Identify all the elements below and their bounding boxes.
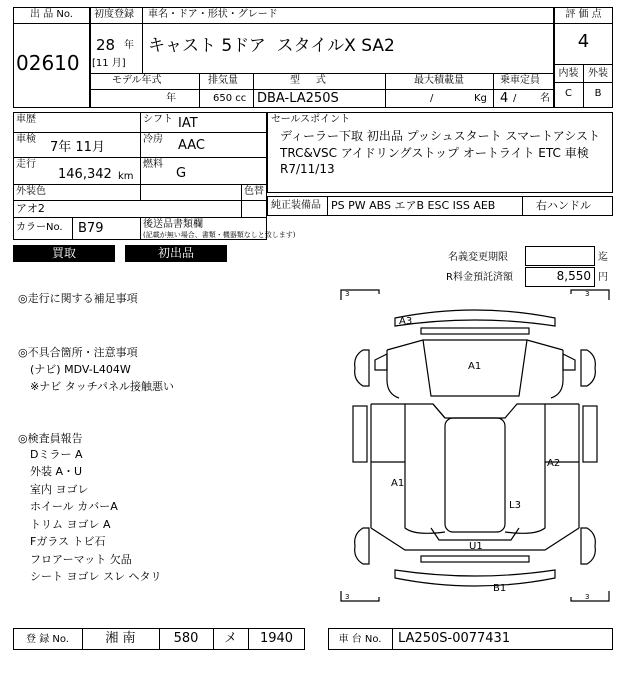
equipment-label: 純正装備品 <box>271 200 321 211</box>
fuel-label: 燃料 <box>143 159 163 170</box>
name-change-field <box>525 246 595 266</box>
color-change-label: 色替 <box>244 186 264 197</box>
recycle-label: R料金預託済額 <box>446 272 513 283</box>
exterior-grade: B <box>594 88 602 99</box>
score-value: 4 <box>577 31 590 52</box>
purchase-button[interactable]: 買取 <box>13 245 115 262</box>
model-year-label: モデル年式 <box>112 75 162 86</box>
inspection-label: 車検 <box>16 134 36 145</box>
inspector-line: ホイール カバーA <box>30 500 118 513</box>
name-change-label: 名義変更期限 <box>448 252 508 263</box>
driving-notes-title: ◎走行に関する補足事項 <box>18 292 138 305</box>
interior-label: 内装 <box>558 68 579 79</box>
color-no-value: B79 <box>78 221 104 236</box>
aftermarket-label: 後送品書類欄 <box>143 219 203 230</box>
sales-line-2: TRC&VSC アイドリングストップ オートライト ETC 車検 <box>280 146 589 160</box>
damage-mark: B1 <box>493 583 507 594</box>
damage-mark: A1 <box>391 478 405 489</box>
displacement-label: 排気量 <box>208 75 238 86</box>
reg-class: 580 <box>173 631 199 646</box>
model-grade-label: 車名・ドア・形状・グレード <box>148 9 278 20</box>
defect-line: ※ナビ タッチパネル接触悪い <box>30 380 175 393</box>
score-label: 評 価 点 <box>565 9 602 20</box>
max-load-unit: Kg <box>474 93 487 104</box>
type-label: 型 式 <box>290 75 326 86</box>
first-reg-label: 初度登録 <box>94 9 134 20</box>
damage-mark: A2 <box>547 458 561 469</box>
shift-label: シフト <box>143 114 173 125</box>
defect-notes-title: ◎不具合箇所・注意事項 <box>18 346 138 359</box>
fuel-value: G <box>176 166 187 181</box>
chassis-number: LA250S-0077431 <box>398 631 511 646</box>
inspector-line: 外装 A・U <box>30 465 83 478</box>
capacity-unit: 名 <box>540 93 550 104</box>
name-change-unit: 迄 <box>598 252 608 263</box>
history-label: 車歴 <box>16 114 36 125</box>
inspection-value: 7年 11月 <box>50 140 105 155</box>
steering-value: 右ハンドル <box>536 199 591 212</box>
corner-label: 3 <box>345 593 350 601</box>
inspector-line: Dミラー A <box>30 448 83 461</box>
sales-line-3: R7/11/13 <box>280 162 335 176</box>
damage-mark: A1 <box>468 361 482 372</box>
inspector-line: フロアーマット 欠品 <box>30 553 132 566</box>
model-grade: キャスト 5ドア スタイルX SA2 <box>148 36 395 56</box>
ac-label: 冷房 <box>143 134 163 145</box>
damage-mark: A3 <box>399 316 413 327</box>
first-listing-button[interactable]: 初出品 <box>125 245 227 262</box>
exterior-color-label: 外装色 <box>16 186 46 197</box>
lot-label: 出 品 No. <box>30 9 73 20</box>
shift-value: IAT <box>178 116 198 131</box>
aftermarket-note: (記載が無い場合、書類・機器類なしと致します) <box>143 231 296 239</box>
inspector-line: Fガラス トビ石 <box>30 535 106 548</box>
inspector-line: トリム ヨゴレ A <box>30 518 111 531</box>
reg-no-label: 登 録 No. <box>26 634 69 645</box>
inspector-line: シート ヨゴレ スレ ヘタリ <box>30 570 162 583</box>
inspector-line: 室内 ヨゴレ <box>30 483 89 496</box>
exterior-label: 外装 <box>588 68 608 79</box>
max-load-slash: / <box>430 93 434 104</box>
max-load-label: 最大積載量 <box>414 75 464 86</box>
lot-number: 02610 <box>16 51 80 75</box>
recycle-unit: 円 <box>598 272 608 283</box>
capacity-slash: / <box>513 93 517 104</box>
corner-label: 3 <box>585 290 590 298</box>
capacity-value: 4 <box>500 91 509 106</box>
car-damage-diagram <box>335 288 615 603</box>
corner-label: 3 <box>345 290 350 298</box>
interior-grade: C <box>565 88 572 99</box>
sales-label: セールスポイント <box>271 114 351 125</box>
reg-number: 1940 <box>259 631 294 646</box>
displacement-value: 650 cc <box>213 93 247 104</box>
reg-area: 湘 南 <box>105 631 136 646</box>
damage-mark: L3 <box>509 500 521 511</box>
first-reg-year: 28 <box>96 36 116 54</box>
inspector-title: ◎検査員報告 <box>18 432 83 445</box>
mileage-unit: km <box>118 171 134 182</box>
mileage-value: 146,342 <box>58 167 112 182</box>
equipment-value: PS PW ABS エアB ESC ISS AEB <box>331 199 496 212</box>
model-year-unit: 年 <box>166 93 176 104</box>
type-value: DBA-LA250S <box>257 91 339 106</box>
capacity-label: 乗車定員 <box>500 75 540 86</box>
exterior-color-value: アオ2 <box>16 202 45 215</box>
reg-kana: メ <box>223 631 237 646</box>
damage-mark: U1 <box>469 541 483 552</box>
year-unit: 年 <box>124 40 134 51</box>
mileage-label: 走行 <box>16 159 36 170</box>
corner-label: 3 <box>585 593 590 601</box>
chassis-label: 車 台 No. <box>338 634 382 645</box>
recycle-amount: 8,550 <box>556 269 591 283</box>
ac-value: AAC <box>178 138 205 153</box>
sales-line-1: ディーラー下取 初出品 プッシュスタート スマートアシスト <box>280 129 600 143</box>
first-reg-month: [11 月] <box>92 58 126 69</box>
color-no-label: カラーNo. <box>16 222 63 233</box>
defect-line: (ナビ) MDV-L404W <box>30 363 131 376</box>
